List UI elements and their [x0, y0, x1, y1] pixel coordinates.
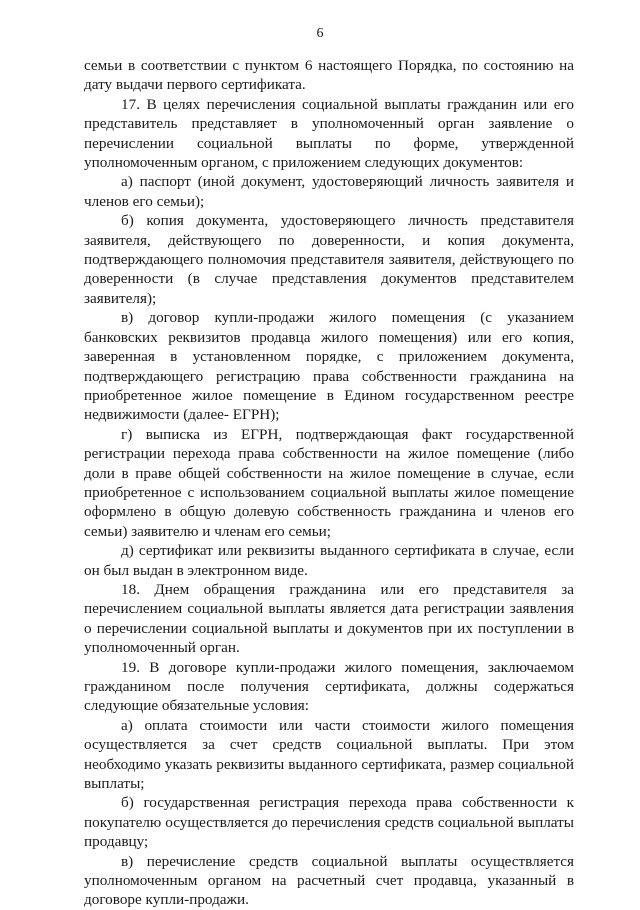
paragraph-continuation: семьи в соответствии с пунктом 6 настоящего Порядка, по состоянию на дату выдачи первого сертификата. — [84, 57, 574, 94]
paragraph-17-d: д) сертификат или реквизиты выданного сертификата в случае, если он был выдан в электронном виде. — [84, 542, 574, 579]
paragraph-17-g: г) выписка из ЕГРН, подтверждающая факт государственной регистрации перехода права собственности на жилое помещение (либо доли в праве общей собственности на жилое помещение в случае, если приобретенное с использованием социальной выплаты жилое помещение оформлено в общую долевую собственность гражданина и членов его семьи) заявителю и членам его семьи; — [84, 425, 574, 540]
paragraph-17-v: в) договор купли-продажи жилого помещения (с указанием банковских реквизитов продавца жилого помещения) или его копия, заверенная в установленном порядке, с приложением документа, подтверждающего регистрацию права собственности гражданина на приобретенное жилое помещение в Едином государственном реестре недвижимости (далее- ЕГРН); — [84, 309, 574, 424]
paragraph-item-19: 19. В договоре купли-продажи жилого помещения, заключаемом гражданином после получения сертификата, должны содержаться следующие обязательные условия: — [84, 658, 574, 715]
document-body — [84, 56, 574, 910]
paragraph-19-v: в) перечисление средств социальной выплаты осуществляется уполномоченным органом на расчетный счет продавца, указанный в договоре купли-продажи. — [84, 852, 574, 909]
page-number: 6 — [316, 26, 324, 41]
paragraph-17-b: б) копия документа, удостоверяющего личность представителя заявителя, действующего по доверенности, и копия документа, подтверждающего полномочия представителя заявителя, действующего по доверенности (в случае представления документов представителем заявителя); — [84, 212, 574, 307]
paragraph-19-b: б) государственная регистрация перехода права собственности к покупателю осуществляется до перечисления средств социальной выплаты продавцу; — [84, 794, 574, 851]
paragraph-17-a: а) паспорт (иной документ, удостоверяющий личность заявителя и членов его семьи); — [84, 173, 574, 210]
paragraph-item-17: 17. В целях перечисления социальной выплаты гражданин или его представитель представляет в уполномоченный орган заявление о перечислении социальной выплаты по форме, утвержденной уполномоченным органом, с приложением следующих документов: — [84, 95, 574, 172]
paragraph-19-a: а) оплата стоимости или части стоимости жилого помещения осуществляется за счет средств социальной выплаты. При этом необходимо указать реквизиты выданного сертификата, размер социальной выплаты; — [84, 716, 574, 793]
paragraph-item-18: 18. Днем обращения гражданина или его представителя за перечислением социальной выплаты является дата регистрации заявления о перечислении социальной выплаты и документов при их поступлении в уполномоченный орган. — [84, 580, 574, 657]
